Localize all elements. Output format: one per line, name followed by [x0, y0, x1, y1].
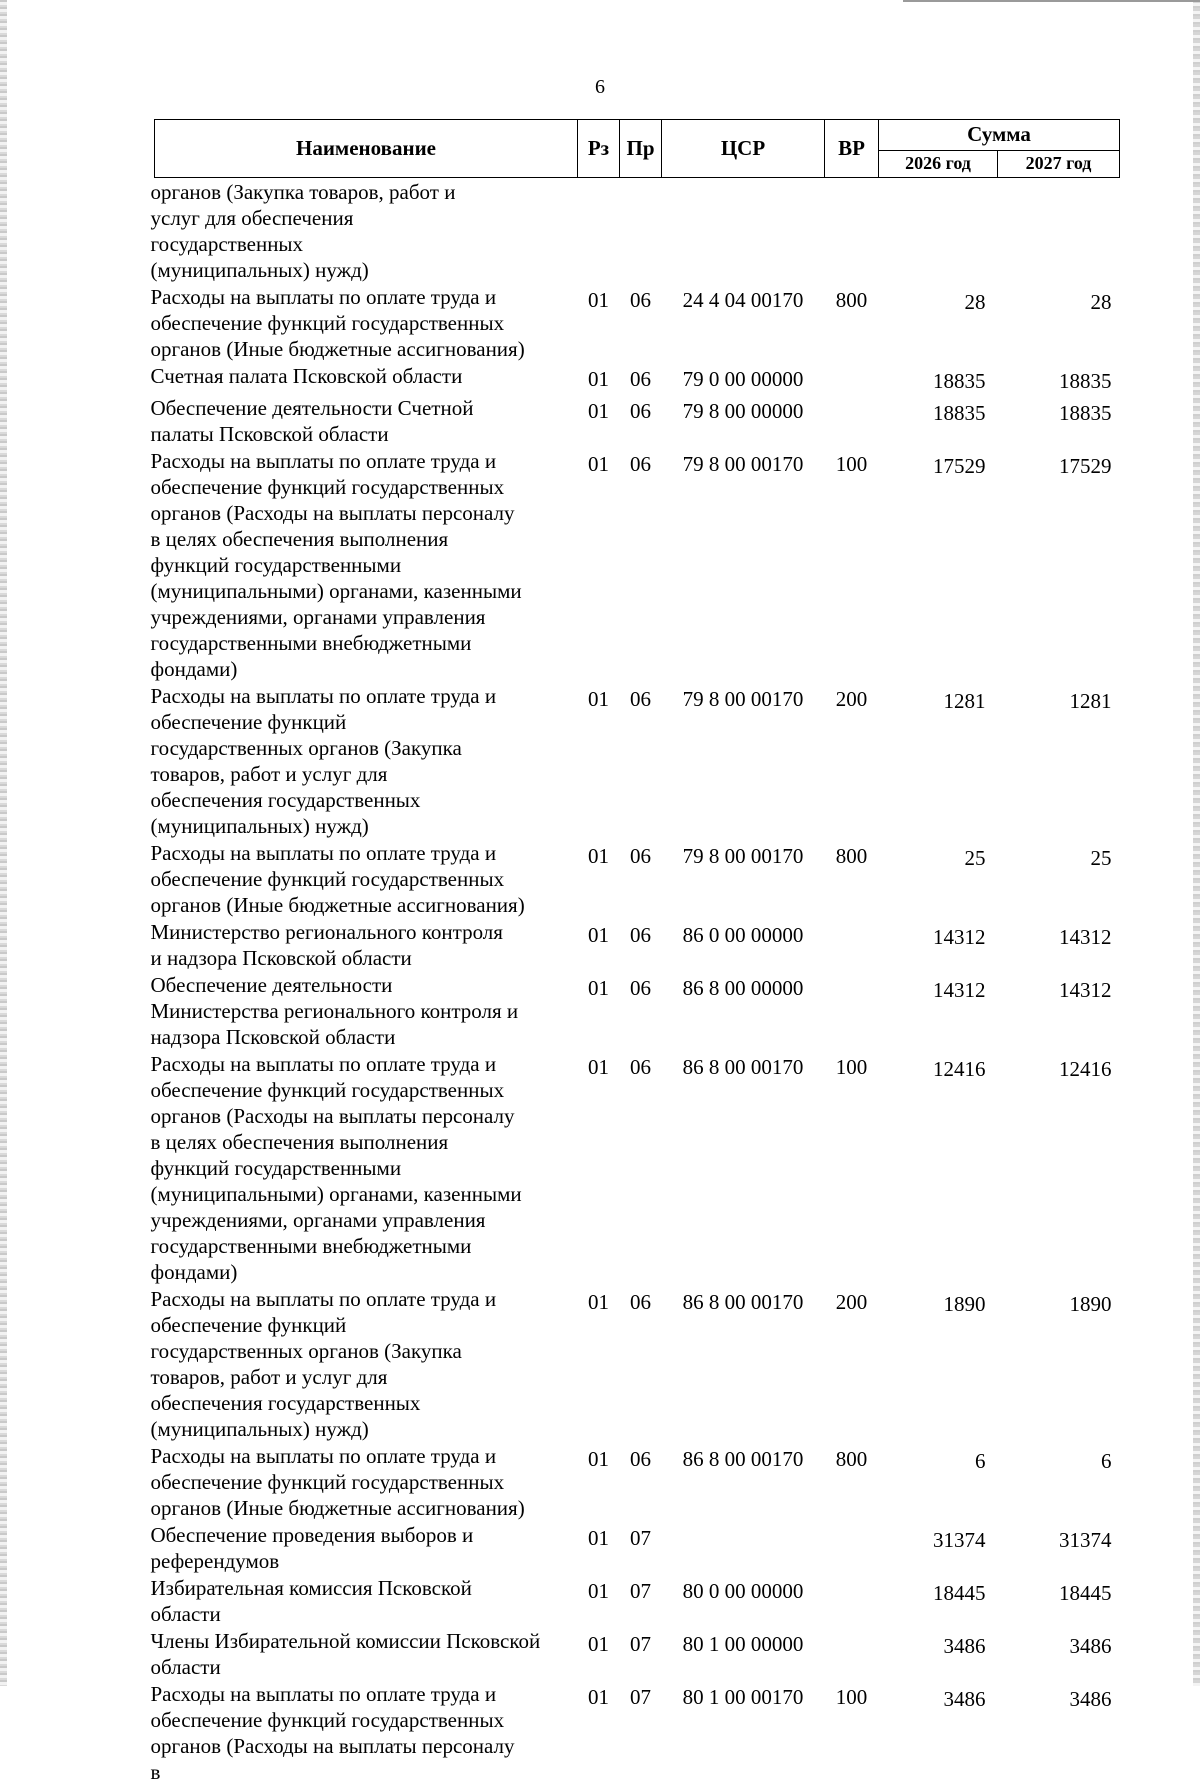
cell-vr	[825, 918, 879, 971]
table-row	[155, 971, 1120, 1050]
cell-csr	[662, 178, 825, 284]
cell-sum-2026: 25	[879, 839, 998, 918]
table-row	[155, 362, 1120, 394]
cell-vr: 800	[825, 839, 879, 918]
table-row	[155, 1680, 1120, 1785]
cell-vr: 100	[825, 1680, 879, 1785]
scan-edge-left	[0, 0, 7, 1686]
cell-vr: 200	[825, 682, 879, 839]
row-name-text: Члены Избирательной комиссии Псковской области	[151, 1628, 546, 1680]
cell-csr: 79 8 00 00170	[662, 839, 825, 918]
cell-pr: 06	[620, 283, 662, 362]
cell-rz: 01	[578, 918, 620, 971]
cell-sum-2027: 1890	[998, 1285, 1120, 1442]
cell-rz: 01	[578, 362, 620, 394]
cell-pr: 06	[620, 918, 662, 971]
row-name-text: Расходы на выплаты по оплате труда и обеспечение функций государственных органов (Расходы на выплаты персоналу в целях обеспечения выполнения функций государственными (муниципальными) органами, казенными учреждениями, органами управления государственными внебюджетными фондами)	[151, 1051, 529, 1285]
cell-vr	[825, 362, 879, 394]
cell-name	[155, 1050, 578, 1285]
header-pr: Пр	[620, 120, 662, 178]
table-header	[155, 120, 1120, 178]
cell-name	[155, 1574, 578, 1627]
table-row	[155, 447, 1120, 682]
cell-sum-2026: 18835	[879, 394, 998, 447]
table-row	[155, 839, 1120, 918]
row-name-text: Расходы на выплаты по оплате труда и обеспечение функций государственных органов (Расходы на выплаты персоналу в целях обеспечения выполнения функций государственными (муниципальными) органами, казенными учреждениями, органами управления государственными внебюджетными фондами)	[151, 448, 529, 682]
row-name-text: Расходы на выплаты по оплате труда и обеспечение функций государственных органов (Иные бюджетные ассигнования)	[151, 1443, 531, 1521]
cell-name	[155, 839, 578, 918]
cell-sum-2026: 14312	[879, 971, 998, 1050]
cell-csr: 86 8 00 00000	[662, 971, 825, 1050]
row-name-text: Расходы на выплаты по оплате труда и обеспечение функций государственных органов (Расходы на выплаты персоналу в	[151, 1681, 529, 1785]
cell-rz: 01	[578, 394, 620, 447]
cell-name	[155, 283, 578, 362]
cell-sum-2026: 28	[879, 283, 998, 362]
row-name-text: органов (Закупка товаров, работ и услуг для обеспечения государственных (муниципальных) нужд)	[151, 179, 461, 283]
cell-rz: 01	[578, 971, 620, 1050]
cell-vr	[825, 1521, 879, 1574]
cell-sum-2026: 12416	[879, 1050, 998, 1285]
cell-pr: 06	[620, 971, 662, 1050]
cell-name	[155, 394, 578, 447]
table-row	[155, 1050, 1120, 1285]
cell-sum-2027: 1281	[998, 682, 1120, 839]
cell-vr: 100	[825, 447, 879, 682]
cell-csr	[662, 1521, 825, 1574]
cell-name	[155, 1285, 578, 1442]
cell-sum-2027: 18835	[998, 394, 1120, 447]
cell-sum-2026: 31374	[879, 1521, 998, 1574]
cell-vr	[825, 394, 879, 447]
cell-sum-2027: 18835	[998, 362, 1120, 394]
cell-name	[155, 362, 578, 394]
table-row	[155, 918, 1120, 971]
header-name: Наименование	[155, 120, 578, 178]
table-row	[155, 283, 1120, 362]
cell-pr: 06	[620, 1050, 662, 1285]
page-number: 6	[0, 76, 1200, 99]
cell-sum-2027: 6	[998, 1442, 1120, 1521]
cell-vr: 100	[825, 1050, 879, 1285]
row-name-text: Расходы на выплаты по оплате труда и обеспечение функций государственных органов (Закупка товаров, работ и услуг для обеспечения государственных (муниципальных) нужд)	[151, 683, 501, 839]
row-name-text: Обеспечение проведения выборов и референдумов	[151, 1522, 481, 1574]
table-row	[155, 394, 1120, 447]
row-name-text: Расходы на выплаты по оплате труда и обеспечение функций государственных органов (Закупка товаров, работ и услуг для обеспечения государственных (муниципальных) нужд)	[151, 1286, 501, 1442]
table-row	[155, 1627, 1120, 1680]
cell-csr: 86 8 00 00170	[662, 1442, 825, 1521]
row-name-text: Расходы на выплаты по оплате труда и обеспечение функций государственных органов (Иные бюджетные ассигнования)	[151, 840, 531, 918]
row-name-text: Избирательная комиссия Псковской области	[151, 1575, 481, 1627]
cell-sum-2027: 31374	[998, 1521, 1120, 1574]
cell-vr: 200	[825, 1285, 879, 1442]
cell-pr: 07	[620, 1627, 662, 1680]
cell-name	[155, 1442, 578, 1521]
cell-csr: 79 0 00 00000	[662, 362, 825, 394]
header-rz: Рз	[578, 120, 620, 178]
cell-csr: 80 1 00 00170	[662, 1680, 825, 1785]
row-name-text: Обеспечение деятельности Счетной палаты Псковской области	[151, 395, 541, 447]
cell-csr: 80 1 00 00000	[662, 1627, 825, 1680]
cell-sum-2026: 14312	[879, 918, 998, 971]
cell-sum-2026: 1281	[879, 682, 998, 839]
table-row	[155, 1285, 1120, 1442]
row-name-text: Министерство регионального контроля и надзора Псковской области	[151, 919, 519, 971]
cell-name	[155, 178, 578, 284]
header-csr: ЦСР	[662, 120, 825, 178]
scan-line-top	[903, 0, 1200, 2]
cell-vr: 800	[825, 1442, 879, 1521]
cell-vr: 800	[825, 283, 879, 362]
row-name-text: Обеспечение деятельности Министерства регионального контроля и надзора Псковской области	[151, 972, 523, 1050]
header-sum: Сумма	[879, 120, 1120, 151]
cell-pr: 06	[620, 1442, 662, 1521]
cell-csr: 24 4 04 00170	[662, 283, 825, 362]
cell-rz: 01	[578, 1521, 620, 1574]
table-row	[155, 1574, 1120, 1627]
cell-pr	[620, 178, 662, 284]
cell-sum-2026: 18445	[879, 1574, 998, 1627]
cell-sum-2027: 17529	[998, 447, 1120, 682]
cell-pr: 07	[620, 1680, 662, 1785]
cell-vr	[825, 1627, 879, 1680]
cell-rz	[578, 178, 620, 284]
cell-vr	[825, 178, 879, 284]
cell-sum-2026: 6	[879, 1442, 998, 1521]
cell-rz: 01	[578, 1050, 620, 1285]
cell-sum-2026	[879, 178, 998, 284]
cell-rz: 01	[578, 447, 620, 682]
cell-sum-2027: 3486	[998, 1680, 1120, 1785]
cell-csr: 79 8 00 00170	[662, 447, 825, 682]
table-row	[155, 682, 1120, 839]
cell-sum-2026: 17529	[879, 447, 998, 682]
cell-pr: 07	[620, 1521, 662, 1574]
header-year-2026: 2026 год	[879, 151, 998, 178]
cell-sum-2027: 14312	[998, 918, 1120, 971]
cell-sum-2027	[998, 178, 1120, 284]
cell-pr: 06	[620, 394, 662, 447]
cell-rz: 01	[578, 1627, 620, 1680]
cell-rz: 01	[578, 1680, 620, 1785]
cell-csr: 86 0 00 00000	[662, 918, 825, 971]
cell-csr: 79 8 00 00000	[662, 394, 825, 447]
cell-rz: 01	[578, 682, 620, 839]
cell-name	[155, 1521, 578, 1574]
cell-name	[155, 447, 578, 682]
cell-sum-2026: 3486	[879, 1680, 998, 1785]
row-name-text: Расходы на выплаты по оплате труда и обеспечение функций государственных органов (Иные бюджетные ассигнования)	[151, 284, 531, 362]
table-body	[155, 178, 1120, 1785]
cell-csr: 80 0 00 00000	[662, 1574, 825, 1627]
cell-csr: 86 8 00 00170	[662, 1050, 825, 1285]
cell-pr: 06	[620, 362, 662, 394]
cell-sum-2027: 28	[998, 283, 1120, 362]
cell-sum-2026: 18835	[879, 362, 998, 394]
cell-name	[155, 682, 578, 839]
header-year-2027: 2027 год	[998, 151, 1120, 178]
cell-sum-2027: 3486	[998, 1627, 1120, 1680]
cell-sum-2027: 25	[998, 839, 1120, 918]
budget-table	[154, 119, 1120, 1785]
table-row	[155, 1521, 1120, 1574]
cell-csr: 86 8 00 00170	[662, 1285, 825, 1442]
header-vr: ВР	[825, 120, 879, 178]
cell-sum-2026: 1890	[879, 1285, 998, 1442]
cell-csr: 79 8 00 00170	[662, 682, 825, 839]
cell-name	[155, 1680, 578, 1785]
table-row	[155, 1442, 1120, 1521]
cell-sum-2027: 14312	[998, 971, 1120, 1050]
cell-vr	[825, 971, 879, 1050]
cell-rz: 01	[578, 1442, 620, 1521]
cell-rz: 01	[578, 1285, 620, 1442]
cell-name	[155, 1627, 578, 1680]
cell-sum-2027: 18445	[998, 1574, 1120, 1627]
cell-pr: 06	[620, 682, 662, 839]
cell-sum-2027: 12416	[998, 1050, 1120, 1285]
cell-pr: 06	[620, 839, 662, 918]
cell-sum-2026: 3486	[879, 1627, 998, 1680]
cell-rz: 01	[578, 839, 620, 918]
scan-edge-right	[1193, 0, 1200, 1686]
cell-rz: 01	[578, 283, 620, 362]
cell-vr	[825, 1574, 879, 1627]
cell-pr: 07	[620, 1574, 662, 1627]
cell-rz: 01	[578, 1574, 620, 1627]
row-name-text: Счетная палата Псковской области	[151, 363, 531, 389]
cell-pr: 06	[620, 1285, 662, 1442]
cell-pr: 06	[620, 447, 662, 682]
table-row	[155, 178, 1120, 284]
cell-name	[155, 971, 578, 1050]
cell-name	[155, 918, 578, 971]
